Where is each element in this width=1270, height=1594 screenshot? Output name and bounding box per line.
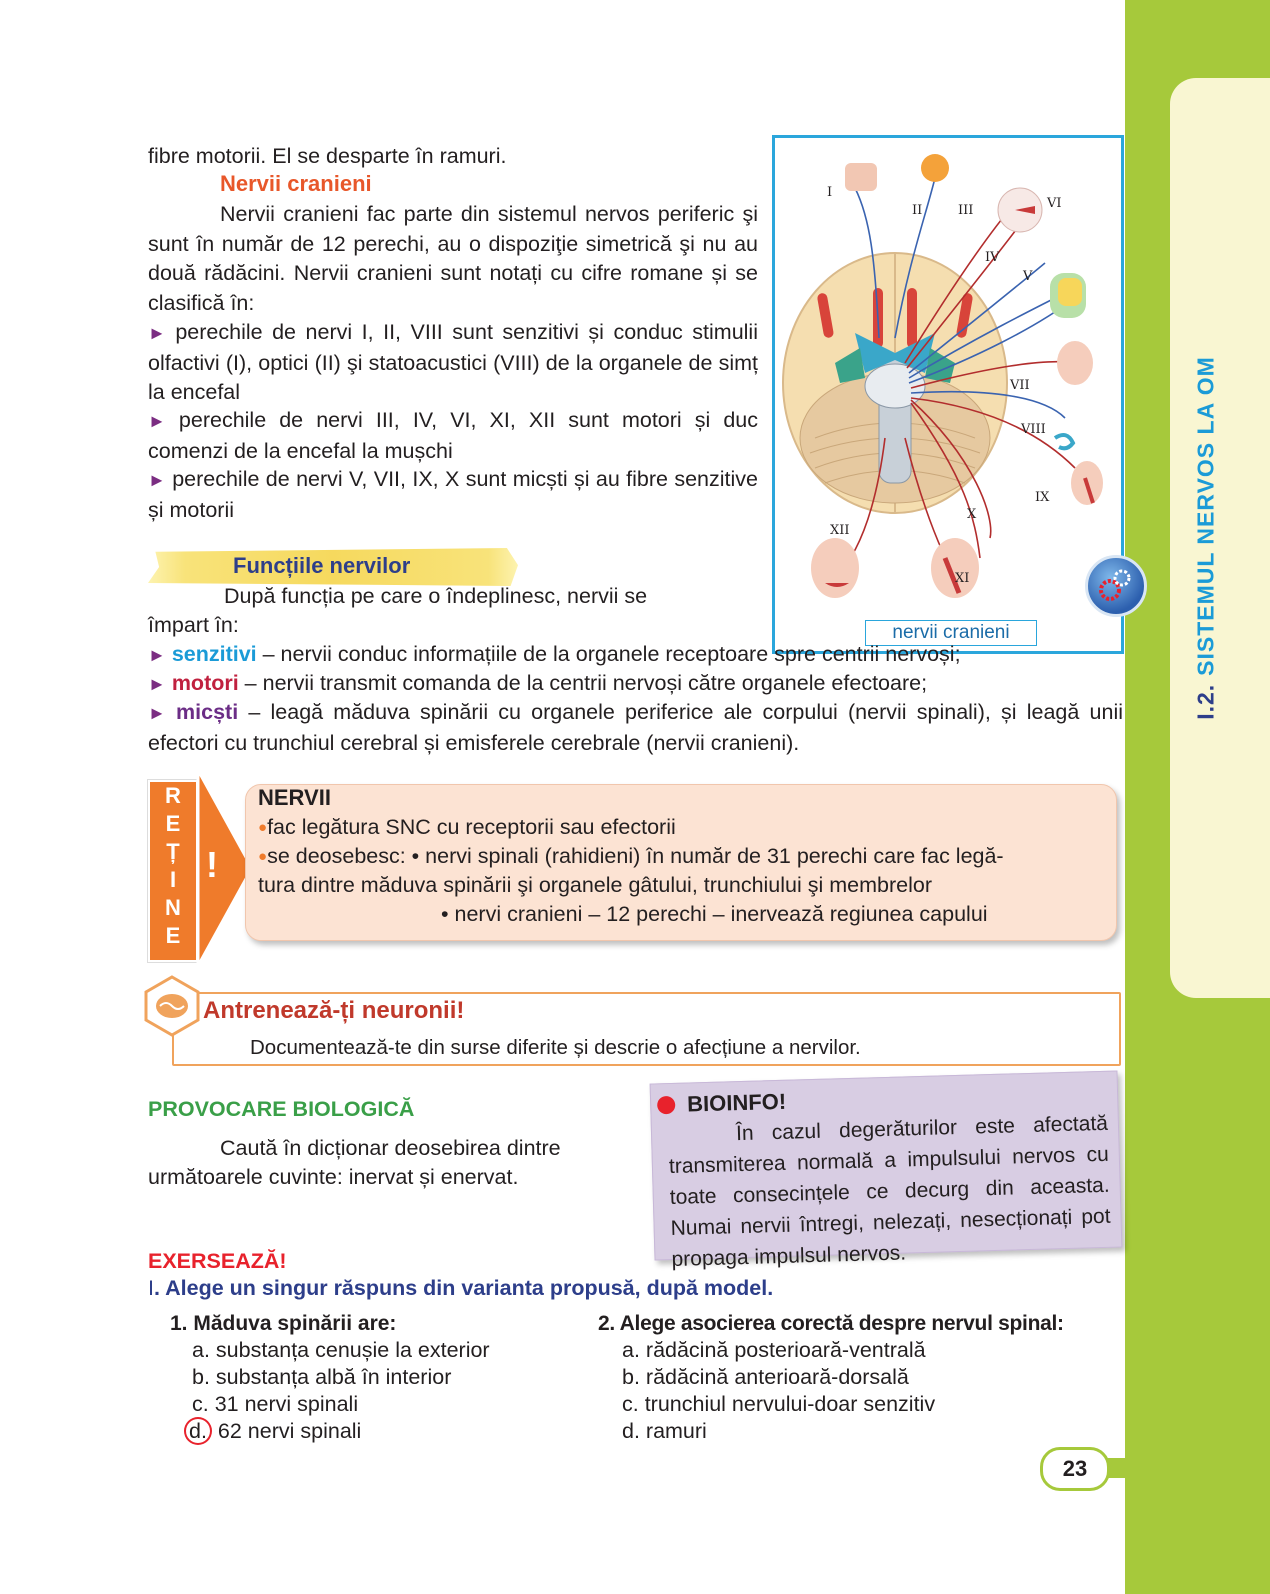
challenge-text-1: Caută în dicționar deosebirea dintre — [220, 1136, 561, 1160]
question-2-option-a: a. rădăcină posterioară-ventrală — [622, 1338, 926, 1362]
cranial-bullet-3-text: perechile de nervi V, VII, IX, X sunt micști și au fibre senzitive și motorii — [148, 467, 758, 522]
question-1-option-d — [184, 1417, 361, 1447]
chapter-label — [1170, 78, 1242, 998]
term-motor: motori — [171, 671, 239, 695]
question-2-title: 2. Alege asocierea corectă despre nervul spinal: — [598, 1312, 1064, 1335]
question-2-option-b: b. rădăcină anterioară-dorsală — [622, 1365, 909, 1389]
exercise-instruction-num: I — [148, 1276, 154, 1300]
bullet-arrow-icon: ► — [148, 470, 166, 490]
function-item-sensory — [148, 640, 1123, 671]
function-item-motor — [148, 669, 1123, 700]
label-VI: VI — [1047, 196, 1062, 211]
cranial-nerves-figure — [772, 135, 1124, 654]
label-II: II — [912, 203, 923, 218]
question-1-option-d-text: 62 nervi spinali — [217, 1419, 362, 1443]
cranial-paragraph: Nervii cranieni fac parte din sistemul nervos periferic şi sunt în număr de 12 perechi, au o dispoziţie simetrică şi nu au două rădăcini. Nervii cranieni sunt notați cu cifre romane și se clasifică în: — [148, 202, 758, 315]
bullet-arrow-icon: ► — [148, 411, 166, 431]
exercise-instruction — [148, 1276, 773, 1301]
functions-heading: Funcțiile nervilor — [233, 553, 411, 578]
cranial-nerves-illustration — [775, 138, 1121, 651]
cranial-bullet-3 — [148, 465, 758, 525]
train-title: Antrenează-ți neuronii! — [203, 997, 465, 1024]
retine-line-1 — [258, 813, 676, 843]
label-X: X — [967, 507, 977, 522]
bioinfo-box — [650, 1071, 1123, 1272]
chapter-number: I.2. — [1192, 683, 1219, 720]
question-1-option-b: b. substanța albă în interior — [192, 1365, 452, 1389]
retine-letter: N — [165, 895, 181, 920]
cranial-bullet-1-text: perechile de nervi I, II, VIII sunt senzitivi și conduc stimulii olfactivi (I), optici (II) şi statoacustici (VIII) de la organele de simț la encefal — [148, 320, 758, 404]
retine-letter: I — [169, 867, 177, 892]
cranial-heading: Nervii cranieni — [220, 171, 372, 196]
bullet-arrow-icon: ► — [148, 674, 166, 694]
retine-exclamation: ! — [206, 844, 218, 885]
intro-line: fibre motorii. El se desparte în ramuri. — [148, 144, 507, 168]
bullet-dot-icon: ● — [258, 819, 268, 836]
retine-letter: R — [165, 783, 181, 808]
function-item-motor-text: – nervii transmit comanda de la centrii nervoși către organele efectoare; — [238, 671, 928, 695]
retine-box — [245, 784, 1117, 941]
label-V: V — [1023, 269, 1033, 284]
question-1-option-c: c. 31 nervi spinali — [192, 1392, 359, 1416]
question-1-title: 1. Măduva spinării are: — [170, 1312, 397, 1335]
label-III: III — [958, 203, 974, 218]
bullet-arrow-icon: ► — [148, 703, 166, 723]
retine-line-3: tura dintre măduva spinării şi organele gâtului, trunchiului şi membrelor — [258, 873, 932, 897]
retine-line-1-text: fac legătura SNC cu receptorii sau efectorii — [267, 815, 676, 839]
retine-letter: Ț — [166, 839, 180, 864]
retine-line-2-text: se deosebesc: • nervi spinali (rahidieni) în număr de 31 perechi care fac legă- — [267, 844, 1004, 868]
label-IX: IX — [1035, 490, 1050, 505]
term-mixed: micști — [176, 700, 239, 724]
cranial-bullet-2-text: perechile de nervi III, IV, VI, XI, XII sunt motori și duc comenzi de la encefal la mușchi — [148, 408, 758, 463]
functions-intro-2: împart în: — [148, 613, 239, 637]
label-I: I — [827, 185, 833, 200]
cranial-bullet-1 — [148, 318, 758, 408]
functions-intro-1: După funcția pe care o îndeplinesc, nervii se — [224, 584, 648, 608]
question-2-option-c: c. trunchiul nervului-doar senzitiv — [622, 1392, 936, 1416]
bioinfo-text: În cazul degerăturilor este afectată transmiterea normală a impulsului nervos cu toate consecințele ce decurg din aceasta. Numai nervii întregi, nelezați, nesecționați pot propaga impulsul nervos. — [668, 1111, 1111, 1272]
retine-strip — [148, 780, 198, 962]
bioinfo-dot-icon — [657, 1096, 675, 1114]
page-number: 23 — [1040, 1447, 1110, 1491]
label-VII: VII — [1010, 378, 1030, 393]
retine-letter: E — [165, 923, 181, 948]
bullet-arrow-icon: ► — [148, 645, 166, 665]
question-2-option-d: d. ramuri — [622, 1419, 707, 1443]
retine-line-4: • nervi cranieni – 12 perechi – inervează regiunea capului — [441, 902, 988, 926]
answer-circle: d. — [184, 1417, 212, 1445]
retine-line-2 — [258, 842, 1004, 872]
chapter-title: SISTEMUL NERVOS LA OM — [1192, 356, 1219, 676]
term-sensory: senzitivi — [171, 642, 257, 666]
challenge-text-2: următoarele cuvinte: inervat și enervat. — [148, 1165, 519, 1189]
function-item-mixed — [148, 698, 1123, 758]
function-item-sensory-text: – nervii conduc informațiile de la organele receptoare spre centrii nervoși; — [256, 642, 961, 666]
retine-letter: E — [165, 811, 181, 836]
gear-icon — [1085, 555, 1147, 617]
exercise-heading: EXERSEAZĂ! — [148, 1249, 287, 1273]
question-1-option-a: a. substanța cenușie la exterior — [192, 1338, 490, 1362]
figure-caption: nervii cranieni — [865, 620, 1037, 646]
exercise-instruction-text: . Alege un singur răspuns din varianta propusă, după model. — [153, 1276, 774, 1300]
cranial-bullet-2 — [148, 406, 758, 466]
bullet-arrow-icon: ► — [148, 323, 166, 343]
brain-icon — [144, 975, 200, 1037]
function-item-mixed-text: – leagă măduva spinării cu organele periferice ale corpului (nervii spinali), și leagă unii efectori cu trunchiul cerebral și emisferele cerebrale (nervii cranieni). — [148, 700, 1123, 755]
challenge-heading: PROVOCARE BIOLOGICĂ — [148, 1097, 415, 1121]
bullet-dot-icon: ● — [258, 848, 268, 865]
label-XII: XII — [830, 523, 850, 538]
label-VIII: VIII — [1021, 422, 1046, 437]
label-XI: XI — [955, 571, 970, 586]
bioinfo-title: BIOINFO! — [686, 1088, 787, 1117]
label-IV: IV — [985, 250, 1000, 265]
retine-title: NERVII — [258, 785, 331, 810]
train-text: Documentează-te din surse diferite și descrie o afecțiune a nervilor. — [250, 1036, 861, 1059]
